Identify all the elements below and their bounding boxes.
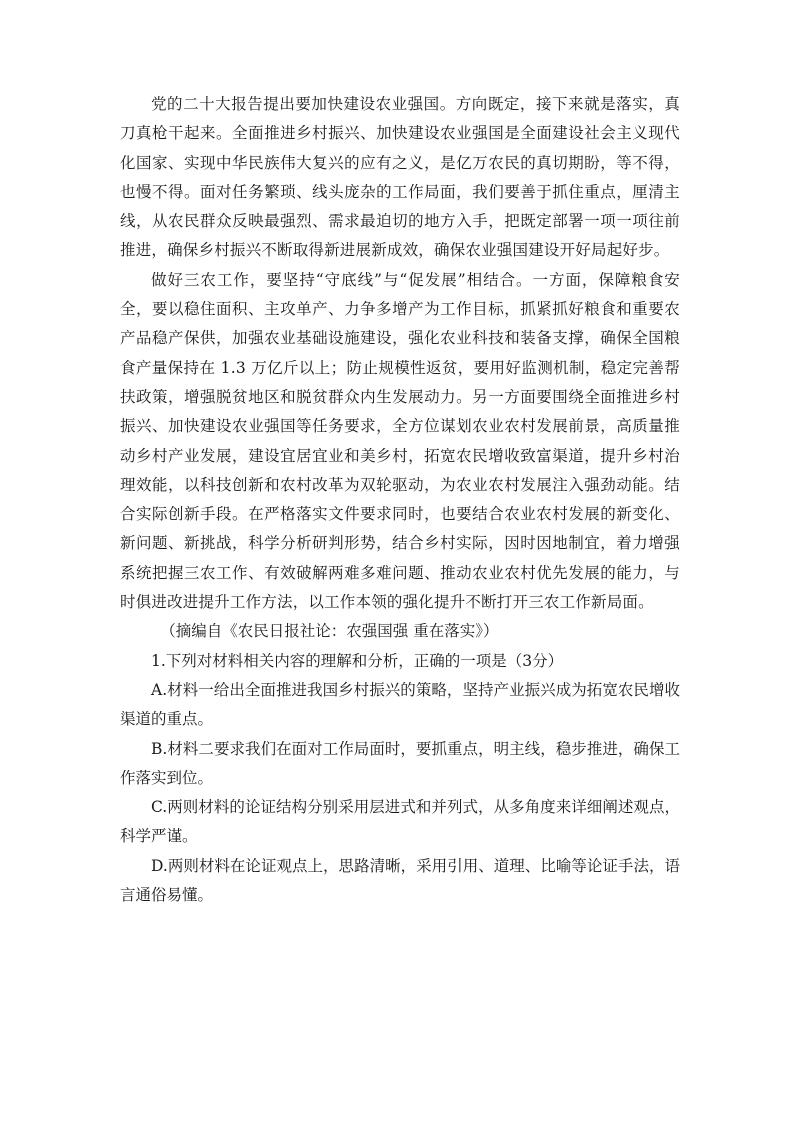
article-paragraph-1: 党的二十大报告提出要加快建设农业强国。方向既定，接下来就是落实，真刀真枪干起来。全面推进乡村振兴、加快建设农业强国是全面建设社会主义现代化国家、实现中华民族伟大复兴的应有之义，是亿万农民的真切期盼，等不得，也慢不得。面对任务繁琐、线头庞杂的工作局面，我们要善于抓住重点，厘清主线，从农民群众反映最强烈、需求最迫切的地方入手，把既定部署一项一项往前推进，确保乡村振兴不断取得新进展新成效，确保农业强国建设开好局起好步。 xyxy=(120,95,680,260)
option-d: D.两则材料在论证观点上，思路清晰，采用引用、道理、比喻等论证手法，语言通俗易懂。 xyxy=(120,856,680,905)
option-a: A.材料一给出全面推进我国乡村振兴的策略，坚持产业振兴成为拓宽农民增收渠道的重点。 xyxy=(120,680,680,729)
article-paragraph-2: 做好三农工作，要坚持“守底线”与“促发展”相结合。一方面，保障粮食安全，要以稳住面积、主攻单产、力争多增产为工作目标，抓紧抓好粮食和重要农产品稳产保供，加强农业基础设施建设，强化农业科技和装备支撑，确保全国粮食产量保持在 1.3 万亿斤以上；防止规模性返贫，要用好监测机制，稳定完善帮扶政策，增强脱贫地区和脱贫群众内生发展动力。另一方面要围绕全面推进乡村振兴、加快建设农业强国等任务要求，全方位谋划农业农村发展前景，高质量推动乡村产业发展，建设宜居宜业和美乡村，拓宽农民增收致富渠道，提升乡村治理效能，以科技创新和农村改革为双轮驱动，为农业农村发展注入强劲动能。结合实际创新手段。在严格落实文件要求同时，也要结合农业农村发展的新变化、新问题、新挑战，科学分析研判形势，结合乡村实际，因时因地制宜，着力增强系统把握三农工作、有效破解两难多难问题、推动农业农村优先发展的能力，与时俱进改进提升工作方法，以工作本领的强化提升不断打开三农工作新局面。 xyxy=(120,270,680,612)
option-c: C.两则材料的论证结构分别采用层进式和并列式，从多角度来详细阐述观点，科学严谨。 xyxy=(120,798,680,846)
article-source: （摘编自《农民日报社论：农强国强 重在落实》） xyxy=(160,622,499,641)
question-stem: 1.下列对材料相关内容的理解和分析，正确的一项是（3分） xyxy=(151,651,564,670)
document-page xyxy=(120,90,680,910)
option-b: B.材料二要求我们在面对工作局面时，要抓重点，明主线，稳步推进，确保工作落实到位。 xyxy=(120,739,680,787)
